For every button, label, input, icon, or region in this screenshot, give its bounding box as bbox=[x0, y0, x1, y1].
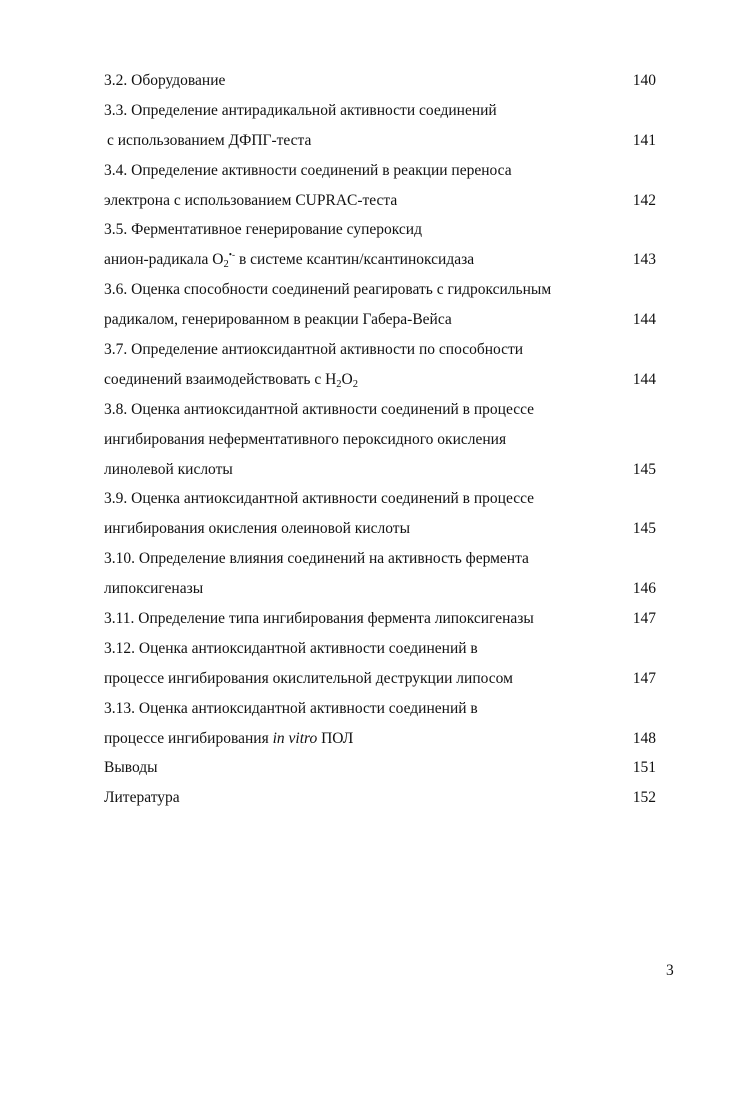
italic-term: in vitro bbox=[272, 729, 318, 747]
toc-entry-3-3-cont bbox=[104, 126, 656, 156]
toc-entry-literature bbox=[104, 783, 656, 813]
toc-entry-title: 3.2. Оборудование bbox=[104, 72, 226, 89]
toc-entry-title: 3.5. Ферментативное генерирование супероксид bbox=[104, 221, 422, 239]
toc-entry-title: Выводы bbox=[104, 759, 158, 777]
toc-entry-3-4-cont bbox=[104, 186, 656, 216]
toc-entry-3-3 bbox=[104, 96, 656, 126]
toc-entry-title-cont: липоксигеназы bbox=[104, 580, 204, 598]
subscript: 2 bbox=[352, 379, 359, 391]
toc-entry-conclusions bbox=[104, 753, 656, 783]
toc-entry-3-5 bbox=[104, 215, 656, 245]
toc-entry-title: 3.4. Определение активности соединений в реакции переноса bbox=[104, 161, 512, 179]
toc-entry-title-cont: соединений взаимодействовать с $H_2O_2$ bbox=[104, 370, 359, 391]
toc-entry-page: 144 bbox=[632, 370, 656, 388]
table-of-contents bbox=[104, 66, 656, 813]
toc-entry-title: 3.7. Определение антиоксидантной активности по способности bbox=[104, 341, 524, 359]
toc-entry-page: 148 bbox=[632, 729, 656, 747]
toc-entry-title-cont: анион-радикала $O_2^{•-}$ в системе ксантин/ксантиноксидаза bbox=[104, 250, 475, 271]
toc-entry-title-cont: радикалом, генерированном в реакции Габера-Вейса bbox=[104, 311, 452, 329]
toc-entry-title: 3.8. Оценка антиоксидантной активности соединений в процессе bbox=[104, 400, 535, 418]
toc-entry-3-9 bbox=[104, 484, 656, 514]
toc-entry-page: 145 bbox=[632, 460, 656, 478]
toc-entry-page: 146 bbox=[632, 580, 656, 598]
toc-entry-3-8 bbox=[104, 395, 656, 425]
toc-entry-3-11 bbox=[104, 604, 656, 634]
toc-entry-3-2 bbox=[104, 66, 656, 96]
toc-entry-3-12 bbox=[104, 634, 656, 664]
toc-entry-title-cont: электрона с использованием CUPRAC-теста bbox=[104, 191, 398, 209]
toc-entry-title: 3.11. Определение типа ингибирования фермента липоксигеназы bbox=[104, 610, 534, 628]
toc-entry-page: 144 bbox=[632, 311, 656, 329]
toc-entry-3-8-cont2 bbox=[104, 455, 656, 485]
toc-entry-3-12-cont bbox=[104, 664, 656, 694]
toc-entry-title-cont: с использованием ДФПГ-теста bbox=[107, 131, 312, 149]
toc-entry-title: Литература bbox=[104, 789, 180, 807]
subscript: 2 bbox=[336, 379, 342, 391]
toc-entry-page: 143 bbox=[632, 251, 656, 269]
toc-entry-page: 147 bbox=[632, 610, 656, 628]
toc-entry-title: 3.3. Определение антирадикальной активности соединений bbox=[104, 101, 497, 119]
toc-entry-page: 151 bbox=[632, 759, 656, 777]
toc-entry-3-6 bbox=[104, 275, 656, 305]
toc-entry-page: 147 bbox=[632, 669, 656, 687]
toc-entry-3-7-cont bbox=[104, 365, 656, 395]
toc-entry-title-cont: ингибирования окисления олеиновой кислоты bbox=[104, 520, 410, 538]
toc-entry-3-5-cont bbox=[104, 245, 656, 275]
toc-entry-page: 152 bbox=[632, 789, 656, 807]
toc-entry-title: 3.9. Оценка антиоксидантной активности соединений в процессе bbox=[104, 490, 535, 508]
toc-entry-title-cont: процессе ингибирования окислительной деструкции липосом bbox=[104, 669, 513, 687]
toc-entry-3-9-cont bbox=[104, 514, 656, 544]
toc-entry-3-10 bbox=[104, 544, 656, 574]
page-number: 3 bbox=[666, 962, 674, 979]
toc-entry-3-10-cont bbox=[104, 574, 656, 604]
toc-entry-title: 3.10. Определение влияния соединений на активность фермента bbox=[104, 550, 529, 568]
superscript: •- bbox=[228, 250, 236, 261]
toc-entry-title-cont: ингибирования неферментативного пероксидного окисления bbox=[104, 430, 507, 448]
toc-entry-page: 142 bbox=[632, 191, 656, 209]
toc-entry-3-13-cont bbox=[104, 724, 656, 754]
toc-entry-title-cont: линолевой кислоты bbox=[104, 460, 233, 478]
toc-entry-3-6-cont bbox=[104, 305, 656, 335]
toc-entry-title: 3.12. Оценка антиоксидантной активности соединений в bbox=[104, 639, 478, 657]
toc-entry-3-7 bbox=[104, 335, 656, 365]
toc-entry-title: 3.6. Оценка способности соединений реагировать с гидроксильным bbox=[104, 281, 552, 299]
toc-entry-page: 141 bbox=[632, 131, 656, 149]
toc-entry-3-4 bbox=[104, 156, 656, 186]
toc-entry-3-13 bbox=[104, 694, 656, 724]
toc-entry-title-cont: процессе ингибирования in vitro ПОЛ bbox=[104, 729, 354, 747]
toc-entry-3-8-cont bbox=[104, 425, 656, 455]
toc-entry-page: 140 bbox=[632, 72, 656, 89]
subscript: 2 bbox=[223, 259, 229, 271]
toc-entry-title: 3.13. Оценка антиоксидантной активности соединений в bbox=[104, 699, 478, 717]
toc-entry-page: 145 bbox=[632, 520, 656, 538]
